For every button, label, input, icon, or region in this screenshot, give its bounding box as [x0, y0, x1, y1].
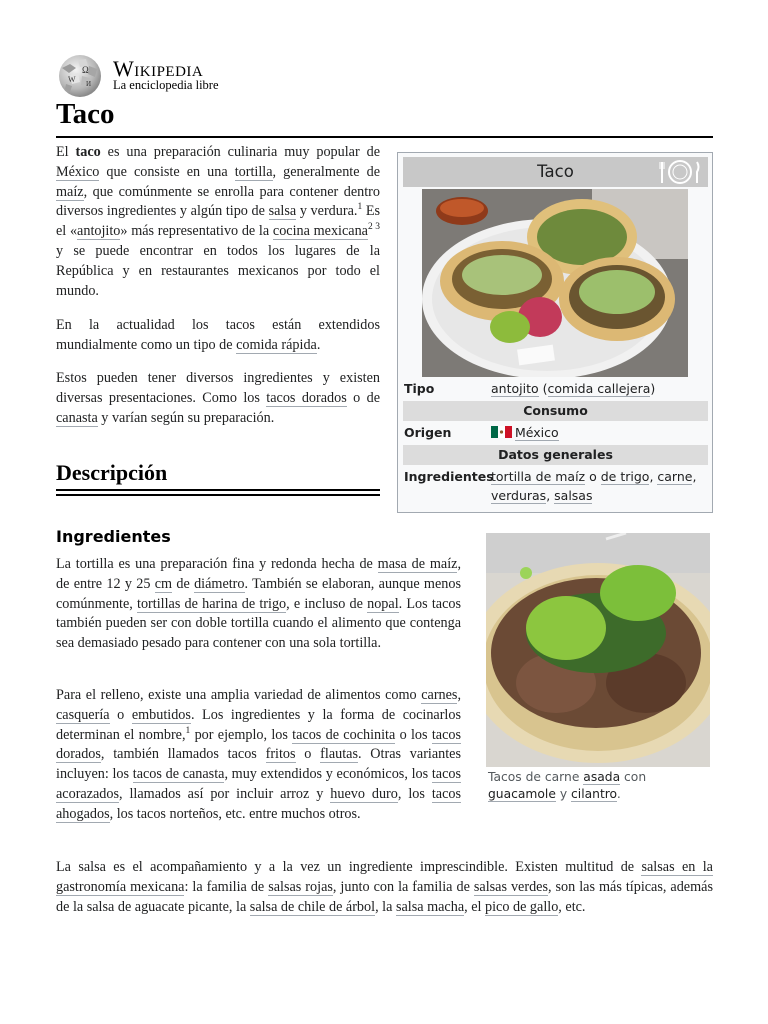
text-run: . Los tacos también pueden ser con doble tortilla cuando el alimento que contenga sea demasiado pesado para contener con una sola tortilla.	[56, 595, 461, 652]
text-run: La salsa es el acompañamiento y a la vez un ingrediente imprescindible. Existen multitud de	[56, 859, 642, 875]
inline-link[interactable]: flautas	[320, 746, 358, 763]
text-run: , llamados así por incluir arroz y	[119, 785, 331, 802]
text-run: . Otras variantes incluyen: los	[56, 746, 462, 783]
origen-text	[515, 425, 559, 441]
inline-link[interactable]: tacos acorazados	[56, 766, 461, 802]
text-run: o de	[346, 389, 380, 406]
inline-link[interactable]: canasta	[56, 409, 98, 426]
inline-link[interactable]: cm	[154, 575, 173, 592]
inline-link[interactable]: fritos	[265, 746, 296, 763]
infobox-row-tipo	[403, 379, 708, 399]
text-run: , e incluso de	[286, 595, 368, 612]
infobox-title-text: Taco	[537, 162, 574, 181]
text-run: y se puede encontrar en todos los lugares de la República y en restaurantes mexicanos por todo el mundo.	[56, 242, 380, 299]
infobox-header-datos-generales: Datos generales	[403, 445, 708, 465]
text-run: .	[616, 787, 621, 801]
infobox-header-consumo: Consumo	[403, 401, 708, 421]
inline-link[interactable]: salsa	[268, 203, 297, 220]
text-run: ,	[649, 469, 658, 484]
page-title: Taco	[56, 98, 115, 130]
inline-link[interactable]: comida rápida	[236, 336, 317, 353]
text-run: , son las más típicas, además de la salsa de aguacate picante, la	[56, 878, 713, 915]
inline-link[interactable]: masa de maíz	[377, 556, 458, 572]
text-run: , los tacos norteños, etc. entre muchos otros.	[109, 805, 361, 822]
text-run: ,	[457, 687, 461, 703]
inline-link[interactable]: cilantro	[571, 787, 617, 801]
svg-text:И: И	[86, 80, 92, 88]
text-run: , etc.	[558, 898, 586, 915]
text-run: . Los ingredientes y la forma de cocinarlos determinan el nombre,	[56, 706, 461, 743]
text-run: : la familia de	[184, 878, 269, 895]
inline-link[interactable]: cocina mexicana	[272, 223, 368, 240]
inline-link[interactable]: salsas rojas	[268, 878, 333, 895]
svg-text:Ω: Ω	[82, 65, 89, 75]
inline-link[interactable]: carnes	[421, 687, 458, 703]
reference-superscript[interactable]: 1	[185, 725, 191, 736]
text-run: )	[650, 381, 656, 396]
bold-text: taco	[75, 144, 101, 160]
infobox-label-origen: Origen	[404, 425, 452, 440]
text-run: Tacos de carne	[488, 770, 584, 784]
text-run: de	[172, 575, 195, 592]
intro-paragraph-2	[56, 316, 380, 356]
infobox	[397, 152, 713, 513]
inline-link[interactable]: pico de gallo	[485, 898, 559, 915]
reference-superscript[interactable]: 1	[357, 202, 363, 213]
text-run: Para el relleno, existe una amplia variedad de alimentos como	[56, 687, 422, 703]
inline-link[interactable]: tortilla	[234, 163, 273, 180]
inline-link[interactable]: asada	[583, 770, 621, 784]
ingredientes-paragraph-2	[56, 686, 461, 825]
text-run: y	[555, 787, 572, 801]
text-run: que consiste en una	[99, 163, 235, 180]
section-divider	[56, 489, 380, 491]
text-run: Es el «	[56, 203, 381, 240]
text-run: La tortilla es una preparación fina y redonda hecha de	[56, 556, 378, 572]
tacos-plate-photo[interactable]	[422, 189, 688, 377]
text-run: .	[316, 336, 321, 353]
inline-link[interactable]: guacamole	[488, 787, 556, 801]
inline-link[interactable]: casquería	[56, 706, 110, 723]
inline-link[interactable]: antojito	[491, 381, 539, 396]
inline-link[interactable]: antojito	[77, 223, 121, 240]
text-run: y varían según su preparación.	[97, 409, 275, 426]
figure-caption	[488, 769, 714, 803]
inline-link[interactable]: tortillas de harina de trigo	[137, 595, 287, 612]
infobox-label-tipo: Tipo	[404, 381, 435, 396]
text-run: , muy extendidos y económicos, los	[224, 766, 432, 783]
wordmark-text: Wikipedia	[113, 56, 204, 81]
inline-link[interactable]: salsas en la gastronomía mexicana	[56, 859, 713, 895]
text-run: con	[620, 770, 647, 784]
intro-paragraph-3	[56, 369, 380, 428]
inline-link[interactable]: salsas	[554, 488, 593, 503]
infobox-value-ingredientes	[491, 467, 706, 505]
text-run: , junto con la familia de	[332, 878, 474, 895]
text-run: . También se elaboran, aunque menos comúnmente,	[56, 575, 461, 612]
ingredientes-paragraph-1	[56, 555, 461, 654]
inline-link[interactable]: carne	[657, 469, 693, 484]
plate-cutlery-icon	[658, 159, 702, 185]
text-run: » más representativo de la	[120, 223, 273, 240]
subsection-heading-ingredientes: Ingredientes	[56, 527, 171, 546]
text-run: , también llamados tacos	[100, 746, 266, 763]
inline-link[interactable]: tortilla de maíz	[491, 469, 586, 484]
section-heading-descripcion: Descripción	[56, 460, 168, 485]
inline-link[interactable]: verduras	[491, 488, 547, 503]
inline-link[interactable]: comida callejera	[547, 381, 651, 396]
text-run: En la actualidad los tacos están extendidos mundialmente como un tipo de	[56, 317, 380, 353]
text-run: , que comúnmente se enrolla para contener dentro diversos ingredientes y algún tipo de	[56, 183, 380, 220]
text-run: por ejemplo, los	[190, 726, 293, 743]
inline-link[interactable]: tacos ahogados	[56, 785, 461, 822]
inline-link[interactable]: maíz	[56, 183, 84, 200]
text-run: Estos pueden tener diversos ingredientes y existen diversas presentaciones. Como los	[56, 370, 380, 406]
inline-link[interactable]: de trigo	[600, 469, 650, 484]
inline-link[interactable]: huevo duro	[330, 785, 398, 802]
infobox-row-origen	[403, 423, 708, 443]
text-run: o	[585, 469, 601, 484]
text-run: (	[538, 381, 548, 396]
wikipedia-globe-logo-icon[interactable]	[56, 54, 104, 98]
infobox-title	[403, 157, 708, 187]
reference-superscript[interactable]: 2 3	[367, 222, 381, 233]
inline-link[interactable]: tacos dorados	[266, 389, 347, 406]
title-divider	[56, 136, 713, 138]
inline-link[interactable]: tacos de cochinita	[292, 726, 396, 743]
inline-link[interactable]: salsas verdes	[473, 878, 548, 895]
inline-link[interactable]: México	[515, 425, 559, 440]
text-run: o	[109, 706, 132, 723]
inline-link[interactable]: México	[56, 163, 100, 180]
text-run: o	[295, 746, 321, 763]
tacos-carne-asada-photo[interactable]	[486, 533, 710, 767]
text-run: es una preparación culinaria muy popular de	[100, 144, 380, 160]
text-run: , la	[375, 898, 396, 915]
text-run: ,	[546, 488, 555, 503]
text-run: y verdura.	[296, 203, 358, 220]
section-divider	[56, 494, 380, 496]
mexico-flag-icon	[491, 426, 512, 438]
inline-link[interactable]: salsa de chile de árbol	[249, 898, 376, 915]
infobox-label-ingredientes: Ingredientes	[404, 469, 494, 484]
infobox-row-ingredientes	[403, 467, 708, 507]
infobox-value-origen	[491, 423, 706, 442]
ingredientes-paragraph-3	[56, 858, 713, 917]
text-run: , de entre 12 y 25	[56, 556, 461, 592]
text-run: , generalmente de	[272, 163, 380, 180]
inline-link[interactable]: nopal	[367, 595, 399, 612]
text-run: , el	[464, 898, 486, 915]
intro-paragraph-1	[56, 143, 380, 301]
text-run: El	[56, 144, 76, 160]
infobox-value-tipo	[491, 379, 706, 398]
inline-link[interactable]: tacos dorados	[56, 726, 461, 763]
inline-link[interactable]: salsa macha	[395, 898, 465, 915]
svg-text:W: W	[68, 75, 76, 84]
inline-link[interactable]: embutidos	[131, 706, 191, 723]
site-tagline: La enciclopedia libre	[113, 78, 219, 92]
text-run: , los	[397, 785, 432, 802]
inline-link[interactable]: diámetro	[194, 575, 245, 592]
inline-link[interactable]: tacos de canasta	[132, 766, 225, 783]
text-run: ,	[692, 469, 697, 484]
text-run: o los	[395, 726, 432, 743]
